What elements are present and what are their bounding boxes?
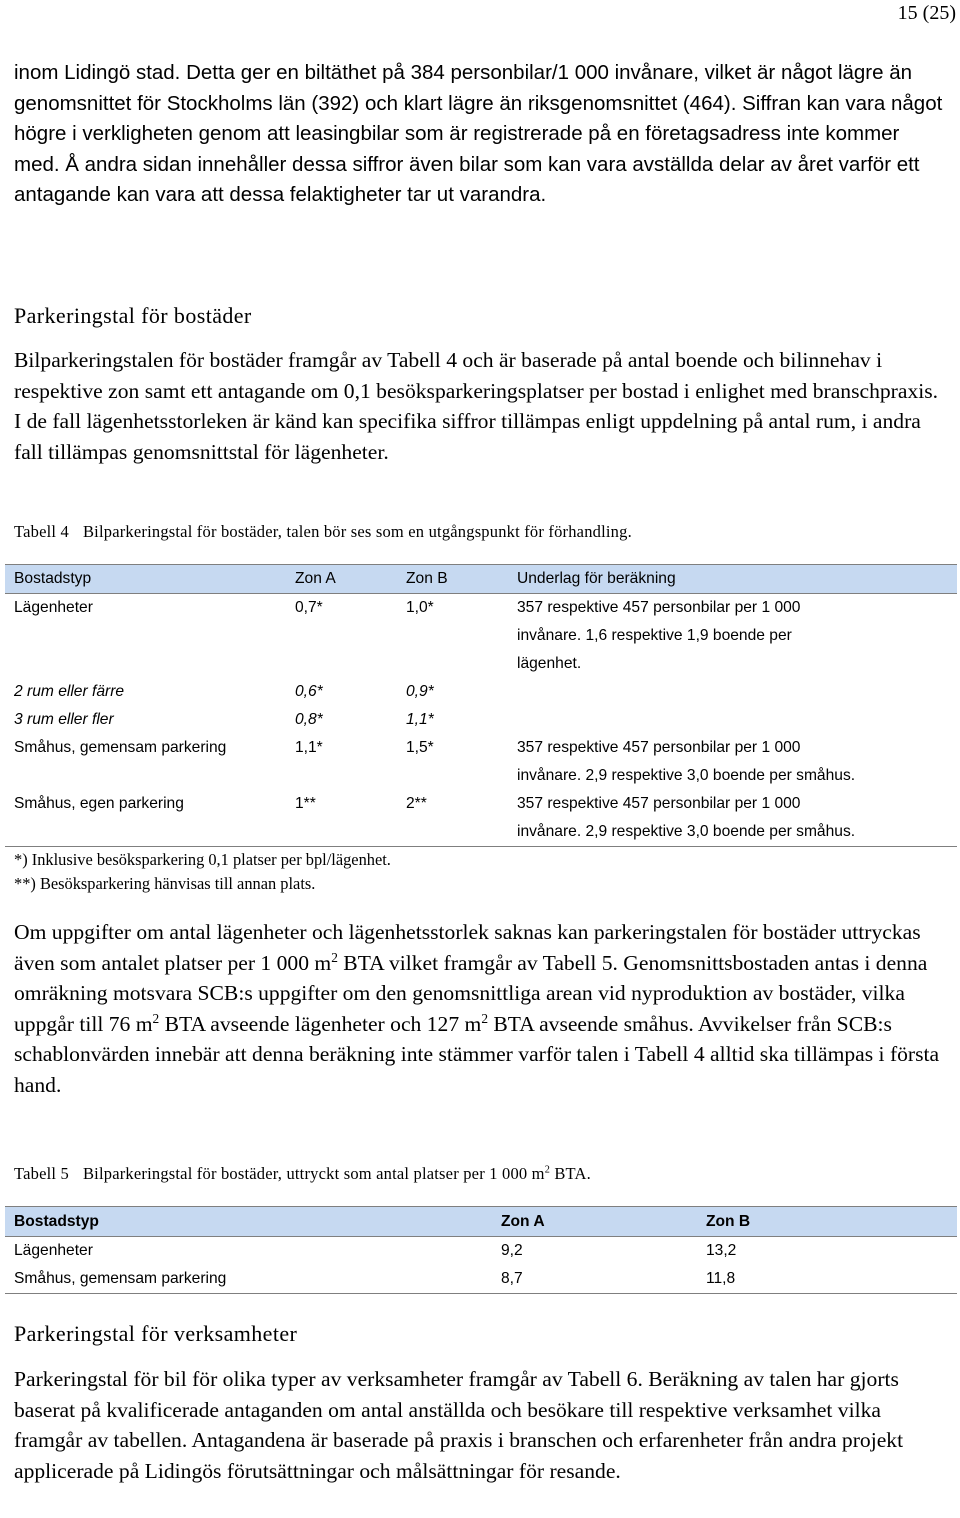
conversion-paragraph	[14, 917, 949, 1101]
table4-header-zone-b: Zon B	[397, 565, 508, 594]
table-cell: 1,1*	[295, 739, 323, 756]
superscript: 2	[331, 949, 338, 965]
superscript: 2	[544, 1164, 551, 1176]
table-cell: 1,5*	[406, 739, 434, 756]
table4-caption-number: Tabell 4	[14, 522, 69, 541]
table5-header-row	[5, 1207, 957, 1237]
business-paragraph: Parkeringstal för bil för olika typer av verksamheter framgår av Tabell 6. Beräkning av talen har gjorts baserat på kvalificerade antaganden om antal anställda och besökare till respektive verksamhet vilka framgår av tabellen. Antagandena är baserade på praxis i branschen och erfarenheter från andra projekt applicerade på Lidingös förutsättningar och målsättningar för resande.	[14, 1367, 904, 1483]
table-cell: 1,0*	[406, 599, 434, 616]
table-cell: Småhus, egen parkering	[5, 790, 286, 847]
housing-paragraph: Bilparkeringstalen för bostäder framgår av Tabell 4 och är baserade på antal boende och bilinnehav i respektive zon samt ett antagande om 0,1 besöksparkeringsplatser per bostad i enlighet med branschpraxis. I de fall lägenhetsstorleken är känd kan specifika siffror tillämpas enligt uppdelning på antal rum, i andra fall tillämpas genomsnittstal för lägenheter.	[14, 348, 939, 464]
table5-header-zone-b: Zon B	[697, 1207, 957, 1237]
table4	[5, 564, 957, 847]
table4-header-row	[5, 565, 957, 594]
table-cell-basis	[508, 706, 957, 734]
table5-header-type: Bostadstyp	[5, 1207, 492, 1237]
table-cell-basis	[508, 678, 957, 706]
table-cell: Lägenheter	[14, 1242, 93, 1259]
table-row	[5, 594, 957, 679]
table-cell: 2**	[397, 790, 508, 847]
table-cell: 3 rum eller fler	[14, 711, 114, 728]
table-cell: 1,1*	[406, 711, 434, 728]
table-cell: Småhus, gemensam parkering	[14, 739, 227, 756]
basis-line: 357 respektive 457 personbilar per 1 000	[517, 795, 801, 812]
table-cell-basis	[508, 790, 957, 847]
text-run: BTA avseende lägenheter och 127 m	[159, 1011, 482, 1036]
section-heading-business: Parkeringstal för verksamheter	[14, 1321, 298, 1346]
intro-paragraph: inom Lidingö stad. Detta ger en biltäthet på 384 personbilar/1 000 invånare, vilket är något lägre än genomsnittet för Stockholms län (392) och klart lägre än riksgenomsnittet (464). Siffran kan vara något högre i verkligheten genom att leasingbilar som är registrerade på en företagsadress inte kommer med. Å andra sidan innehåller dessa siffror även bilar som kan vara avställda delar av året varför ett antagande kan vara att dessa felaktigheter tar ut varandra.	[14, 61, 943, 207]
table4-header-type: Bostadstyp	[5, 565, 286, 594]
table-cell: 0,8*	[295, 711, 323, 728]
page-number: 15 (25)	[897, 2, 956, 24]
table-cell-basis	[508, 594, 957, 679]
table4-header-basis: Underlag för beräkning	[508, 565, 957, 594]
table-row	[5, 734, 957, 790]
table-cell-basis	[508, 734, 957, 790]
footnote: **) Besöksparkering hänvisas till annan plats.	[14, 874, 316, 893]
table-cell: 13,2	[706, 1242, 737, 1259]
basis-line: invånare. 2,9 respektive 3,0 boende per småhus.	[517, 823, 856, 840]
table-row	[5, 1265, 957, 1294]
text-run: Om uppgifter om antal lägenheter och lägenhetsstorlek saknas kan parkeringstalen för bostäder uttryckas även som antalet platser per 1 000 m	[14, 920, 921, 975]
basis-line: invånare. 1,6 respektive 1,9 boende per	[517, 627, 792, 644]
table-cell: 11,8	[697, 1265, 957, 1294]
table5-header-zone-a: Zon A	[492, 1207, 697, 1237]
table5	[5, 1206, 957, 1294]
table-row	[5, 706, 957, 734]
table-row	[5, 790, 957, 847]
basis-line: 357 respektive 457 personbilar per 1 000	[517, 599, 801, 616]
table-row	[5, 1237, 957, 1266]
table-cell: 0,7*	[295, 599, 323, 616]
superscript: 2	[481, 1010, 488, 1026]
text-run: BTA vilket framgår av Tabell 5. Genomsnittsbostaden antas i denna omräkning motsvara SCB:s uppgifter om den genomsnittliga arean vid nyproduktion av bostäder, vilka uppgår till 76 m	[14, 950, 928, 1036]
table-cell: 8,7	[492, 1265, 697, 1294]
table5-caption-end: BTA.	[550, 1164, 591, 1183]
table-cell: 0,9*	[406, 683, 434, 700]
table4-footnotes	[14, 848, 391, 896]
table5-caption-number: Tabell 5	[14, 1164, 69, 1183]
table-cell: 9,2	[501, 1242, 523, 1259]
table4-caption-text: Bilparkeringstal för bostäder, talen bör ses som en utgångspunkt för förhandling.	[82, 522, 632, 541]
basis-line: lägenhet.	[517, 655, 582, 672]
table5-caption	[14, 1164, 591, 1184]
footnote: *) Inklusive besöksparkering 0,1 platser per bpl/lägenhet.	[14, 850, 391, 869]
table-row	[5, 678, 957, 706]
table-cell: 2 rum eller färre	[14, 683, 125, 700]
table-cell: Lägenheter	[14, 599, 93, 616]
basis-line: 357 respektive 457 personbilar per 1 000	[517, 739, 801, 756]
table5-caption-text: Bilparkeringstal för bostäder, uttryckt som antal platser per 1 000 m	[82, 1164, 545, 1183]
section-heading-housing: Parkeringstal för bostäder	[14, 303, 252, 328]
table-cell: 1**	[286, 790, 397, 847]
table4-header-zone-a: Zon A	[286, 565, 397, 594]
superscript: 2	[152, 1010, 160, 1026]
table4-caption	[14, 522, 632, 542]
basis-line: invånare. 2,9 respektive 3,0 boende per småhus.	[517, 767, 856, 784]
text-run: BTA avseende småhus. Avvikelser från SCB:s schablonvärden innebär att denna beräkning inte stämmer varför talen i Tabell 4 alltid ska tillämpas i första hand.	[14, 1011, 940, 1097]
table-cell: 0,6*	[295, 683, 323, 700]
table-cell: Småhus, gemensam parkering	[5, 1265, 492, 1294]
